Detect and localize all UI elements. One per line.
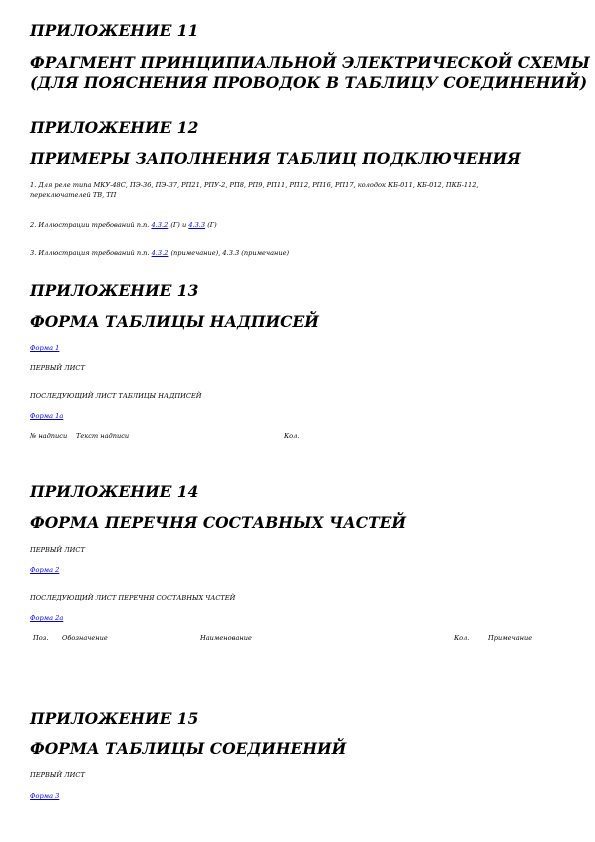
appendix-13-title: ПРИЛОЖЕНИЕ 13 (30, 281, 199, 300)
appendix-15-first-sheet: ПЕРВЫЙ ЛИСТ (30, 771, 85, 779)
appendix-12-item1-line1: 1. Для реле типа МКУ-48С, ПЭ-36, ПЭ-37, РП21, РПУ-2, РП8, РП9, РП11, РП12, РП16, РП17, колодок КБ-011, КБ-012, ПКБ-112, (30, 181, 479, 189)
form-2-link[interactable]: Форма 2 (30, 566, 60, 574)
appendix-15-subtitle: ФОРМА ТАБЛИЦЫ СОЕДИНЕНИЙ (30, 739, 347, 758)
appendix-11-title: ПРИЛОЖЕНИЕ 11 (30, 21, 199, 40)
appendix-12-item2 (30, 220, 217, 230)
appendix-12-item1-line2: переключателей ТВ, ТП (30, 191, 117, 199)
col-qty: Кол. (454, 634, 470, 642)
appendix-14-first-sheet: ПЕРВЫЙ ЛИСТ (30, 546, 85, 554)
item3-prefix: 3. Иллюстрация требований п.п. (30, 249, 152, 257)
item2-suffix: (Г) (205, 221, 217, 229)
col-position: Поз. (33, 634, 49, 642)
link-4-3-2-note[interactable]: 4.3.2 (151, 249, 169, 257)
appendix-11-subtitle-line1: ФРАГМЕНТ ПРИНЦИПИАЛЬНОЙ ЭЛЕКТРИЧЕСКОЙ СХЕМЫ (30, 53, 590, 72)
appendix-11-subtitle-line2: (ДЛЯ ПОЯСНЕНИЯ ПРОВОДОК В ТАБЛИЦУ СОЕДИНЕНИЙ) (30, 73, 588, 92)
appendix-14-next-sheet: ПОСЛЕДУЮЩИЙ ЛИСТ ПЕРЕЧНЯ СОСТАВНЫХ ЧАСТЕЙ (30, 594, 236, 602)
col-quantity: Кол. (284, 432, 300, 440)
col-inscription-number: № надписи (30, 432, 68, 440)
appendix-13-first-sheet: ПЕРВЫЙ ЛИСТ (30, 364, 85, 372)
link-4-3-3[interactable]: 4.3.3 (188, 221, 206, 229)
form-2a-link[interactable]: Форма 2а (30, 614, 64, 622)
appendix-12-subtitle: ПРИМЕРЫ ЗАПОЛНЕНИЯ ТАБЛИЦ ПОДКЛЮЧЕНИЯ (30, 149, 521, 168)
col-note: Примечание (488, 634, 533, 642)
item2-prefix: 2. Иллюстрации требований п.п. (30, 221, 152, 229)
col-name: Наименование (200, 634, 252, 642)
item3-suffix: (примечание), 4.3.3 (примечание) (168, 249, 290, 257)
form-3-link[interactable]: Форма 3 (30, 792, 60, 800)
item2-mid: (Г) и (168, 221, 189, 229)
appendix-14-subtitle: ФОРМА ПЕРЕЧНЯ СОСТАВНЫХ ЧАСТЕЙ (30, 513, 407, 532)
appendix-14-title: ПРИЛОЖЕНИЕ 14 (30, 482, 199, 501)
link-4-3-2[interactable]: 4.3.2 (151, 221, 169, 229)
appendix-13-subtitle: ФОРМА ТАБЛИЦЫ НАДПИСЕЙ (30, 312, 319, 331)
col-inscription-text: Текст надписи (76, 432, 130, 440)
appendix-12-title: ПРИЛОЖЕНИЕ 12 (30, 118, 199, 137)
appendix-14-table-header (30, 634, 570, 644)
form-1-link[interactable]: Форма 1 (30, 344, 60, 352)
appendix-13-table-header (30, 432, 570, 442)
appendix-15-title: ПРИЛОЖЕНИЕ 15 (30, 709, 199, 728)
appendix-13-next-sheet: ПОСЛЕДУЮЩИЙ ЛИСТ ТАБЛИЦЫ НАДПИСЕЙ (30, 392, 202, 400)
form-1a-link[interactable]: Форма 1а (30, 412, 64, 420)
appendix-12-item3 (30, 248, 289, 258)
col-designation: Обозначение (62, 634, 108, 642)
